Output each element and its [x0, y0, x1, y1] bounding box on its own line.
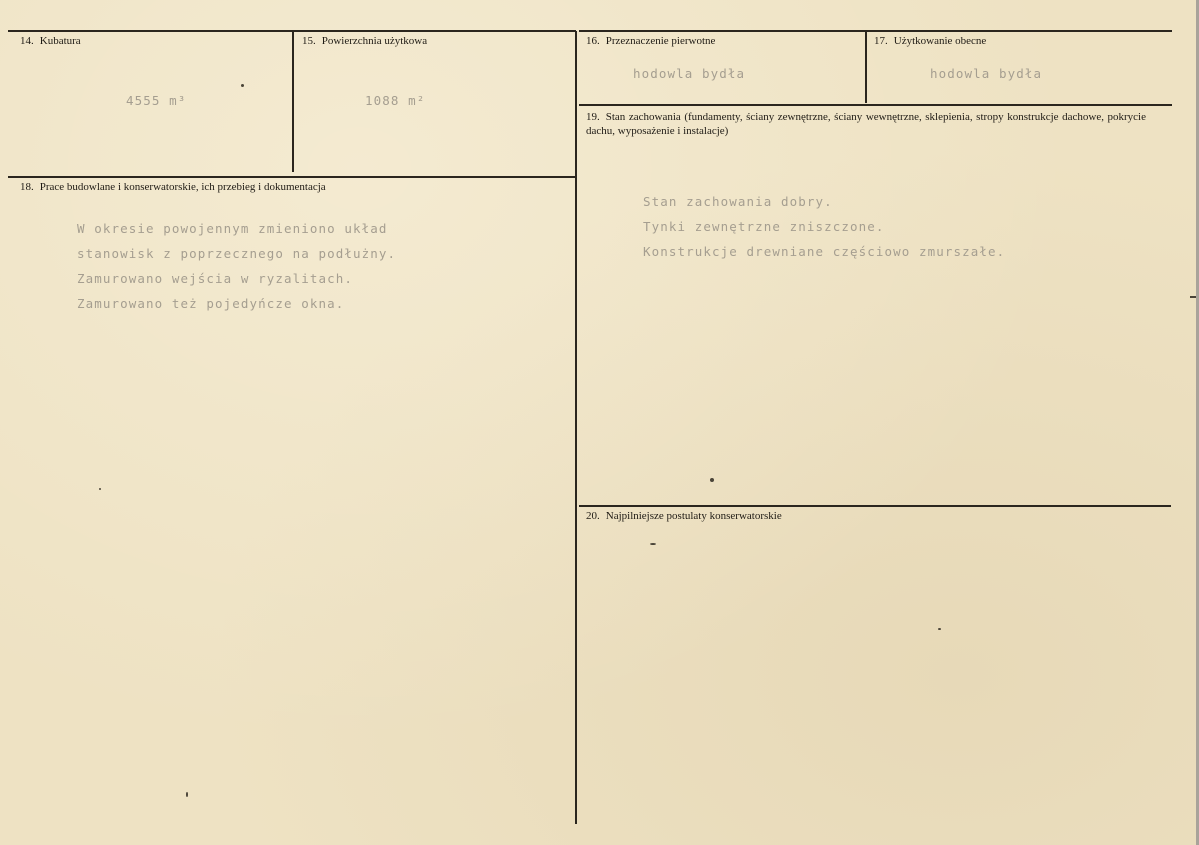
rule-above-20: [579, 505, 1171, 507]
paper-speck: [650, 543, 656, 545]
paper-speck: [938, 628, 941, 630]
field-16-number: 16.: [586, 35, 600, 47]
field-15-label: [302, 34, 427, 48]
field-16-label: [586, 34, 715, 48]
field-14-title: Kubatura: [39, 35, 81, 47]
field-18-line: Zamurowano wejścia w ryzalitach.: [77, 271, 354, 286]
field-18-number: 18.: [20, 181, 34, 193]
field-18-line: W okresie powojennym zmieniono układ: [77, 221, 388, 236]
field-18-line: Zamurowano też pojedyńcze okna.: [77, 296, 345, 311]
field-18-text: [77, 216, 396, 316]
field-18-title: Prace budowlane i konserwatorskie, ich przebieg i dokumentacja: [39, 181, 326, 193]
rule-above-19: [579, 104, 1172, 106]
paper-speck: [186, 792, 188, 797]
field-20-title: Najpilniejsze postulaty konserwatorskie: [605, 510, 782, 522]
field-17-label: [874, 34, 986, 48]
rule-above-18: [8, 176, 576, 178]
field-16-title: Przeznaczenie pierwotne: [605, 35, 716, 47]
paper-speck: [241, 84, 244, 87]
field-19-line: Tynki zewnętrzne zniszczone.: [643, 219, 885, 234]
field-14-value: 4555 m³: [126, 93, 187, 108]
field-17-title: Użytkowanie obecne: [893, 35, 987, 47]
field-14-number: 14.: [20, 35, 34, 47]
field-18-line: stanowisk z poprzecznego na podłużny.: [77, 246, 397, 261]
field-19-text: [643, 189, 1005, 264]
field-19-label: [586, 110, 1146, 138]
field-19-title: Stan zachowania (fundamenty, ściany zewnętrzne, ściany wewnętrzne, sklepienia, stropy konstrukcje dachowe, pokrycie dachu, wyposażenie i instalacje): [586, 111, 1146, 137]
top-rule-right: [579, 30, 1172, 32]
field-20-number: 20.: [586, 510, 600, 522]
field-17-number: 17.: [874, 35, 888, 47]
paper-speck: [710, 478, 714, 482]
field-17-value: hodowla bydła: [930, 66, 1043, 81]
field-15-title: Powierzchnia użytkowa: [321, 35, 428, 47]
field-18-label: [20, 180, 326, 194]
field-15-number: 15.: [302, 35, 316, 47]
field-19-number: 19.: [586, 111, 600, 123]
divider-16-17: [865, 31, 867, 103]
main-vertical-divider: [575, 31, 577, 824]
field-14-label: [20, 34, 81, 48]
field-15-value: 1088 m²: [365, 93, 426, 108]
field-20-label: [586, 509, 782, 523]
paper-speck: [99, 488, 101, 490]
divider-14-15: [292, 31, 294, 172]
field-19-line: Stan zachowania dobry.: [643, 194, 833, 209]
field-16-value: hodowla bydła: [633, 66, 746, 81]
field-19-line: Konstrukcje drewniane częściowo zmurszałe.: [643, 244, 1006, 259]
